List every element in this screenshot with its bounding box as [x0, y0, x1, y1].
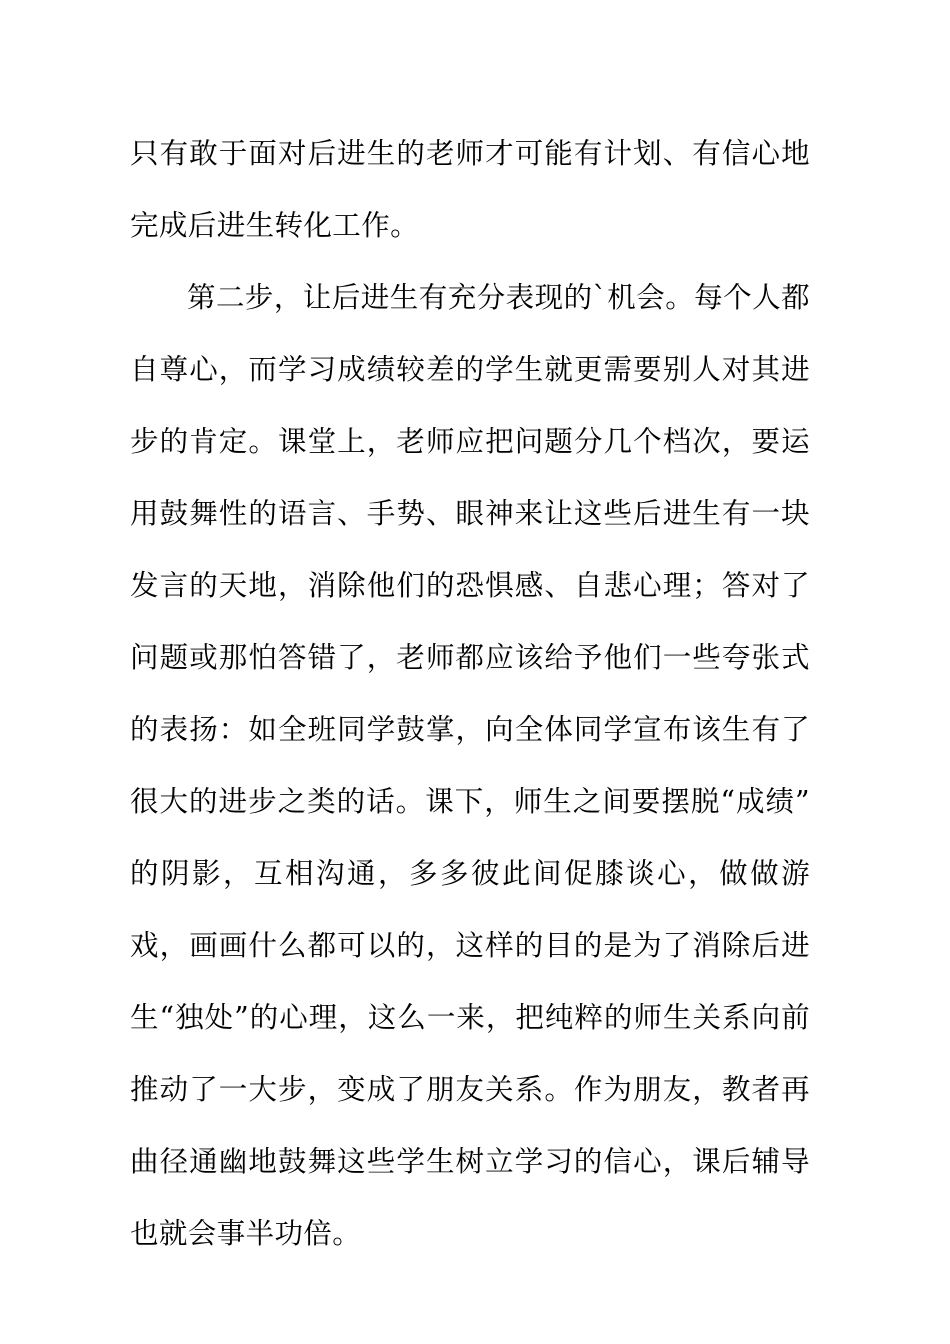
- document-body: [130, 118, 810, 1270]
- paragraph-1: 只有敢于面对后进生的老师才可能有计划、有信心地完成后进生转化工作。: [130, 137, 810, 242]
- paragraph-2: 第二步，让后进生有充分表现的`机会。每个人都自尊心，而学习成绩较差的学生就更需要别人对其进步的肯定。课堂上，老师应把问题分几个档次，要运用鼓舞性的语言、手势、眼神来让这些后进生有一块发言的天地，消除他们的恐惧感、自悲心理；答对了问题或那怕答错了，老师都应该给予他们一些夸张式的表扬：如全班同学鼓掌，向全体同学宣布该生有了很大的进步之类的话。课下，师生之间要摆脱“成绩”的阴影，互相沟通，多多彼此间促膝谈心，做做游戏，画画什么都可以的，这样的目的是为了消除后进生“独处”的心理，这么一来，把纯粹的师生关系向前推动了一大步，变成了朋友关系。作为朋友，教者再曲径通幽地鼓舞这些学生树立学习的信心，课后辅导也就会事半功倍。: [130, 281, 810, 1250]
